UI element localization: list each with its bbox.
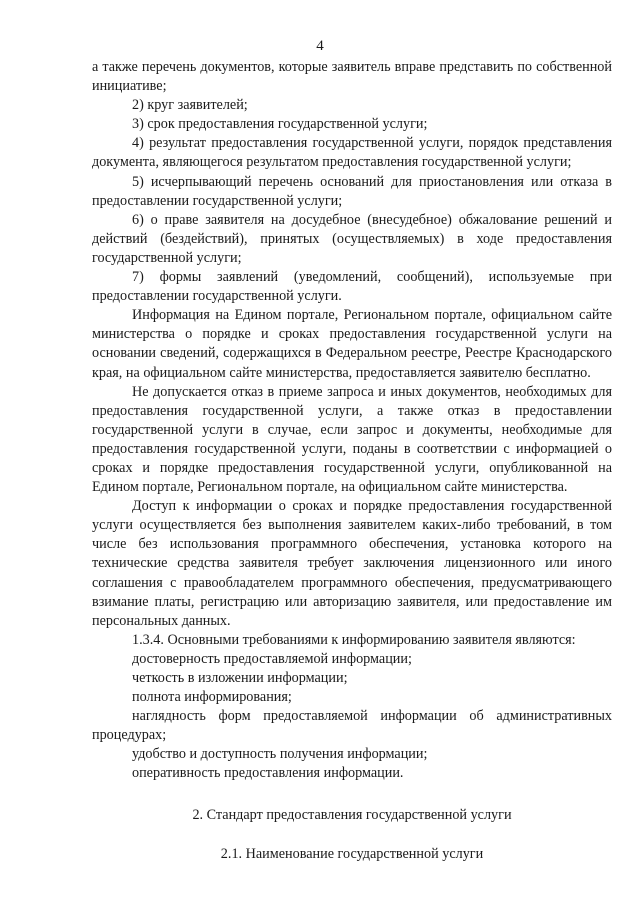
list-item-appeal-right: 6) о праве заявителя на досудебное (внесудебное) обжалование решений и действий (бездействий), принятых (осуществляемых) в ходе предоставления государственной услуги; [92,211,612,266]
requirement-convenience: удобство и доступность получения информации; [132,746,428,763]
section-heading: 2. Стандарт предоставления государственной услуги [192,806,512,823]
list-item-refusal-grounds: 5) исчерпывающий перечень оснований для приостановления или отказа в предоставлении государственной услуги; [92,173,612,209]
requirement-reliability: достоверность предоставляемой информации; [132,650,412,667]
paragraph-info-free: Информация на Едином портале, Региональном портале, официальном сайте министерства о порядке и сроках предоставления государственной услуги на основании сведений, содержащихся в Федеральном реестре, Реестре Краснодарского края, на официальном сайте министерства, предоставляется заявителю бесплатно. [92,307,612,381]
document-body [92,58,612,864]
list-item-forms: 7) формы заявлений (уведомлений, сообщений), используемые при предоставлении государственной услуги. [92,269,612,305]
list-item-result: 4) результат предоставления государственной услуги, порядок представления документа, являющегося результатом предоставления государственной услуги; [92,135,612,171]
paragraph-continuation: а также перечень документов, которые заявитель вправе представить по собственной инициативе; [92,59,612,95]
requirement-visibility: наглядность форм предоставляемой информации об административных процедурах; [92,708,612,744]
page-number: 4 [316,38,324,54]
paragraph-requirements-intro: 1.3.4. Основными требованиями к информированию заявителя являются: [132,631,576,648]
requirement-completeness: полнота информирования; [132,689,292,706]
list-item-applicants: 2) круг заявителей; [132,97,248,114]
subsection-heading: 2.1. Наименование государственной услуги [220,845,484,862]
requirement-promptness: оперативность предоставления информации. [132,765,404,782]
requirement-clarity: четкость в изложении информации; [132,670,348,686]
paragraph-access: Доступ к информации о сроках и порядке предоставления государственной услуги осуществляется без выполнения заявителем каких-либо требований, в том числе без использования программного обеспечения, установка которого на технические средства заявителя требует заключения лицензионного или иного соглашения с правообладателем программного обеспечения, предусматривающего взимание платы, регистрацию или авторизацию заявителя, или предоставление им персональных данных. [92,498,612,629]
list-item-term: 3) срок предоставления государственной услуги; [132,116,428,133]
paragraph-no-refusal: Не допускается отказ в приеме запроса и иных документов, необходимых для предоставления государственной услуги, а также отказ в предоставлении государственной услуги в случае, если запрос и документы, необходимые для предоставления государственной услуги, поданы в соответствии с информацией о сроках и порядке предоставления государственной услуги, опубликованной на Едином портале, Региональном портале, на официальном сайте министерства. [92,383,612,496]
